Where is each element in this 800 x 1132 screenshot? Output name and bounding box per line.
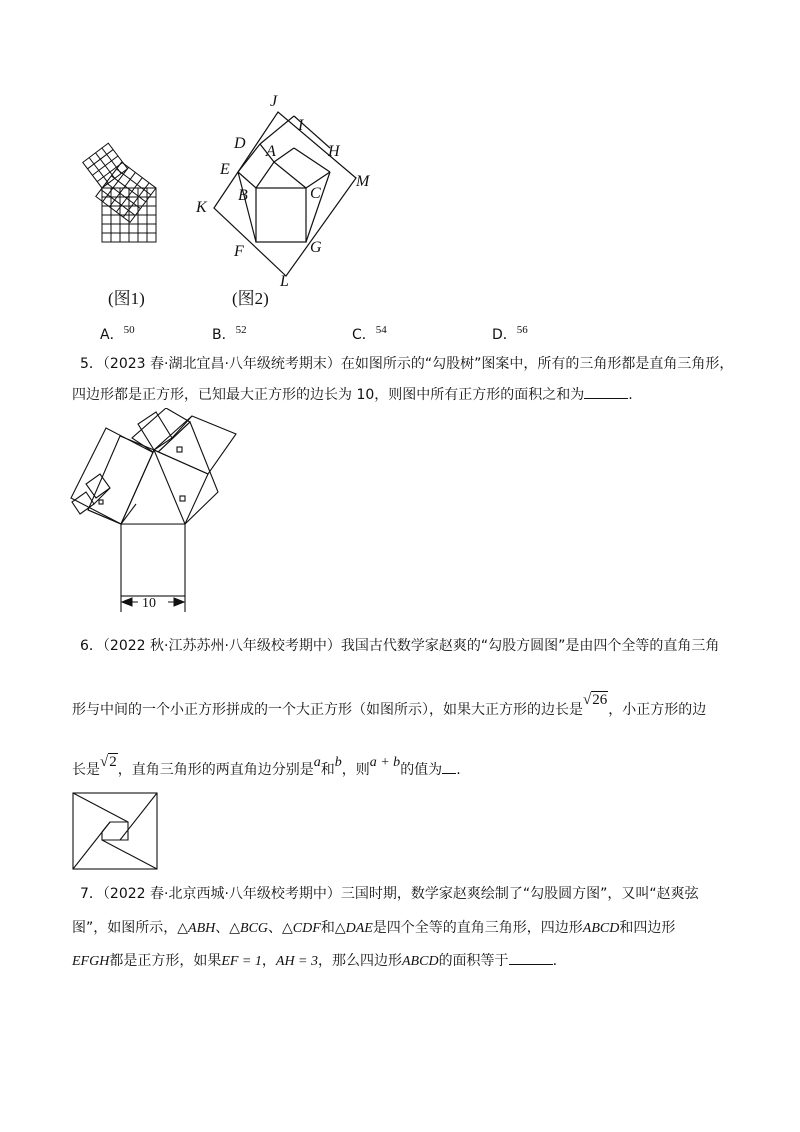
q6-text-2a: 形与中间的一个小正方形拼成的一个大正方形（如图所示），如果大正方形的边长是 xyxy=(72,702,583,718)
label-H: H xyxy=(328,143,340,160)
label-J: J xyxy=(270,93,278,110)
q6-sqrt-big: √26 xyxy=(583,692,608,708)
q7-and: 和 xyxy=(320,920,335,936)
q5-source: （2023 春·湖北宜昌·八年级统考期末） xyxy=(102,356,341,372)
label-E: E xyxy=(220,161,230,178)
q6-text-2b: ，小正方形的边 xyxy=(608,702,707,718)
q7-end: . xyxy=(552,953,558,969)
option-d xyxy=(492,320,528,345)
q7-text-3a: 都是正方形，如果 xyxy=(109,953,222,969)
q7-text-2c: 和四边形 xyxy=(619,920,676,936)
q7-text-3b: ，那么四边形 xyxy=(318,953,402,969)
q6-source: （2022 秋·江苏苏州·八年级校考期中） xyxy=(102,638,341,654)
q5-answer-blank[interactable] xyxy=(584,384,628,399)
q7-quad-2: EFGH xyxy=(72,954,110,969)
q6-number: 6． xyxy=(80,638,103,654)
q5-text-1: 在如图所示的“勾股树”图案中，所有的三角形都是直角三角形， xyxy=(340,356,734,372)
q7-source: （2022 春·北京西城·八年级校考期中） xyxy=(102,886,341,902)
option-letter: C． xyxy=(352,327,376,343)
q5-dimension-label: 10 xyxy=(142,596,156,611)
q6-text-3c: 和 xyxy=(320,762,335,778)
q5-number: 5． xyxy=(80,356,103,372)
option-value: 56 xyxy=(516,324,528,336)
figure-2-caption: (图2) xyxy=(232,289,269,308)
label-M: M xyxy=(356,173,370,190)
q7-sep: 、 xyxy=(215,920,230,936)
q5-pythagoras-tree-figure xyxy=(66,408,266,614)
q7-tri-4: △DAE xyxy=(334,921,373,936)
q6-text-1: 我国古代数学家赵爽的“勾股方圆图”是由四个全等的直角三角 xyxy=(340,638,720,654)
label-D: D xyxy=(234,135,246,152)
q5-line-2 xyxy=(72,384,633,405)
q6-end: . xyxy=(456,762,461,778)
q7-tri-1: △ABH xyxy=(177,921,216,936)
figure-2-pythagorean-diagram xyxy=(190,90,380,290)
q7-text-2a: 图”，如图所示， xyxy=(72,920,178,936)
label-G: G xyxy=(310,239,322,256)
q6-var-a: a xyxy=(313,755,321,770)
q6-text-3b: ，直角三角形的两直角边分别是 xyxy=(117,762,314,778)
q7-eq-2: AH = 3 xyxy=(275,954,318,969)
label-I: I xyxy=(298,117,304,134)
q7-eq-1: EF = 1 xyxy=(221,954,262,969)
q7-text-2b: 是四个全等的直角三角形，四边形 xyxy=(372,920,583,936)
q7-text-3c: 的面积等于 xyxy=(438,953,509,969)
q6-zhao-shuang-figure xyxy=(72,792,158,870)
option-b xyxy=(212,320,247,345)
q6-expr: a + b xyxy=(369,755,401,770)
label-B: B xyxy=(238,187,248,204)
option-letter: D． xyxy=(492,327,517,343)
label-L: L xyxy=(280,273,289,290)
q5-end: . xyxy=(628,387,633,403)
option-value: 54 xyxy=(375,324,387,336)
label-C: C xyxy=(310,185,321,202)
q6-line-3 xyxy=(72,752,461,780)
q7-sep: 、 xyxy=(268,920,283,936)
q7-line-3 xyxy=(72,950,557,972)
option-letter: A． xyxy=(100,327,124,343)
q7-line-2 xyxy=(72,918,675,939)
q5-line-1 xyxy=(80,354,733,374)
q5-text-2: 四边形都是正方形，已知最大正方形的边长为 10，则图中所有正方形的面积之和为 xyxy=(72,387,585,403)
q7-quad-1: ABCD xyxy=(582,921,620,936)
q6-line-2 xyxy=(72,690,706,720)
q6-text-3a: 长是 xyxy=(72,762,100,778)
figure-1-caption: (图1) xyxy=(108,289,145,308)
q6-sqrt-small: √2 xyxy=(100,754,117,770)
q7-tri-3: △CDF xyxy=(282,921,321,936)
q7-number: 7． xyxy=(80,886,103,902)
q6-answer-blank[interactable] xyxy=(442,759,456,774)
option-a xyxy=(100,320,135,345)
label-F: F xyxy=(234,243,244,260)
q7-quad-3: ABCD xyxy=(402,954,439,969)
option-value: 52 xyxy=(235,324,247,336)
q6-var-b: b xyxy=(334,755,342,770)
q7-sep: ， xyxy=(261,953,276,969)
q6-text-3e: 的值为 xyxy=(400,762,443,778)
q7-answer-blank[interactable] xyxy=(509,950,553,965)
option-value: 50 xyxy=(123,324,135,336)
q7-text-1: 三国时期，数学家赵爽绘制了“勾股圆方图”，又叫“赵爽弦 xyxy=(340,886,699,902)
figure-1-grid-squares xyxy=(60,120,170,250)
label-K: K xyxy=(196,199,207,216)
q6-line-1 xyxy=(80,636,719,656)
label-A: A xyxy=(266,143,276,160)
q6-text-3d: ，则 xyxy=(341,762,370,778)
option-c xyxy=(352,320,387,345)
q7-line-1 xyxy=(80,884,699,904)
q7-tri-2: △BCG xyxy=(229,921,269,936)
option-letter: B． xyxy=(212,327,236,343)
